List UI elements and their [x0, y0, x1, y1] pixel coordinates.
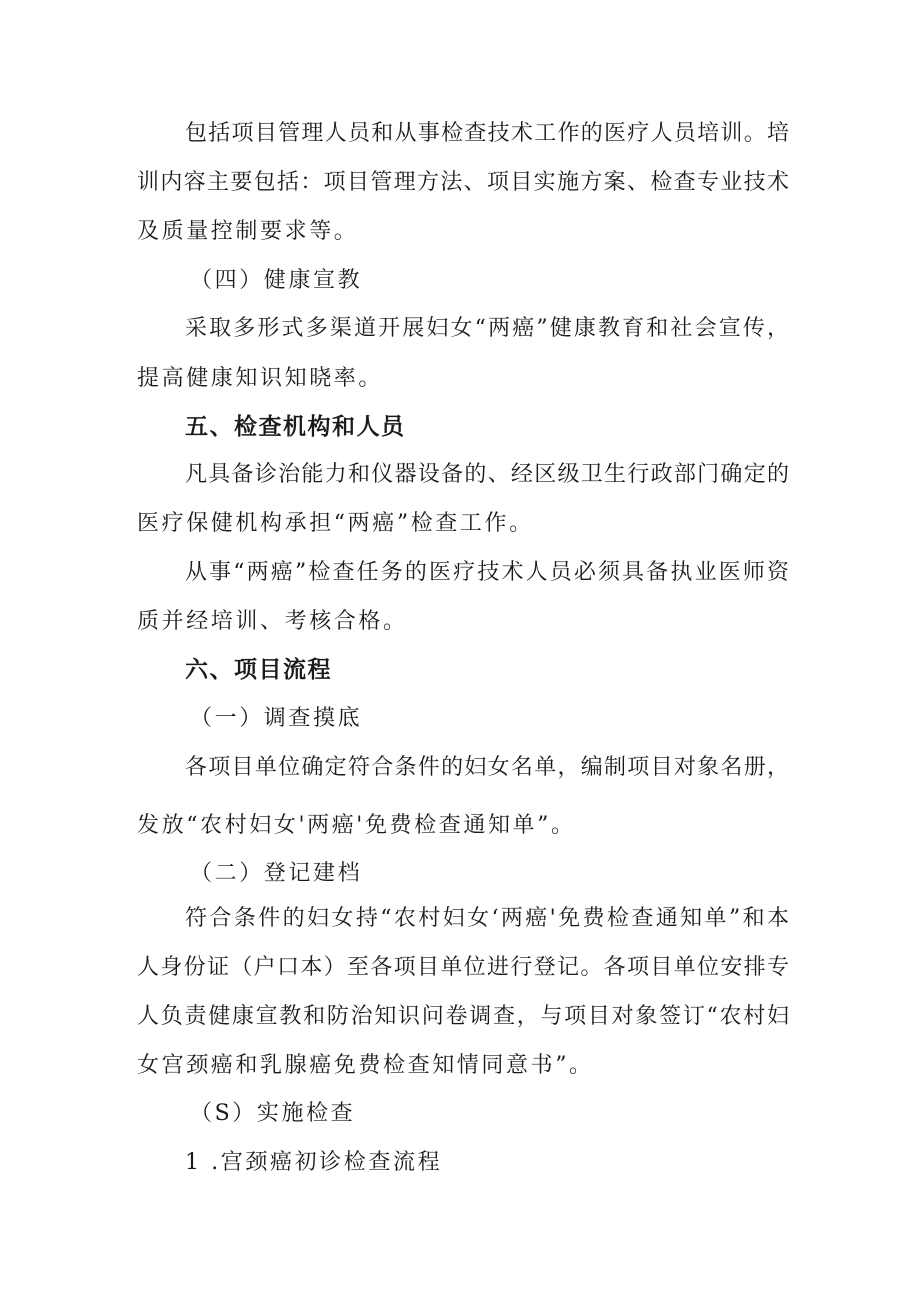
paragraph-line: 人负责健康宣教和防治知识问卷调查，与项目对象签订“农村妇	[137, 1004, 789, 1029]
paragraph-line: 女宫颈癌和乳腺癌免费检查知情同意书”。	[137, 1053, 594, 1078]
section-subheading: （二）登记建档	[190, 861, 363, 886]
section-subheading: （一）调查摸底	[190, 706, 363, 731]
paragraph-line: 训内容主要包括：项目管理方法、项目实施方案、检查专业技术	[137, 170, 789, 195]
paragraph-line: 采取多形式多渠道开展妇女“两癌”健康教育和社会宣传，	[185, 316, 789, 341]
paragraph-line: 凡具备诊治能力和仪器设备的、经区级卫生行政部门确定的	[185, 462, 789, 487]
paragraph-line: 医疗保健机构承担“两癌”检查工作。	[137, 511, 534, 536]
paragraph-line: 质并经培训、考核合格。	[137, 609, 408, 634]
paragraph-line: 人身份证（户口本）至各项目单位进行登记。各项目单位安排专	[137, 955, 789, 980]
paragraph-line: 包括项目管理人员和从事检查技术工作的医疗人员培训。培	[185, 121, 789, 146]
section-heading: 六、项目流程	[185, 657, 332, 683]
paragraph-line: 从事“两癌”检查任务的医疗技术人员必须具备执业医师资	[185, 560, 789, 585]
paragraph-line: 发放“农村妇女'两癌'免费检查通知单”。	[137, 813, 576, 838]
paragraph-line: 提高健康知识知晓率。	[137, 366, 384, 391]
paragraph-line: 1 .宫颈癌初诊检查流程	[185, 1150, 443, 1175]
section-subheading: （四）健康宣教	[190, 268, 363, 293]
section-subheading: （S）实施检查	[190, 1101, 356, 1126]
paragraph-line: 各项目单位确定符合条件的妇女名单，编制项目对象名册，	[185, 755, 789, 780]
section-heading: 五、检查机构和人员	[185, 414, 406, 440]
paragraph-line: 及质量控制要求等。	[137, 219, 359, 244]
paragraph-line: 符合条件的妇女持“农村妇女‘两癌'免费检查通知单”和本	[185, 906, 789, 931]
